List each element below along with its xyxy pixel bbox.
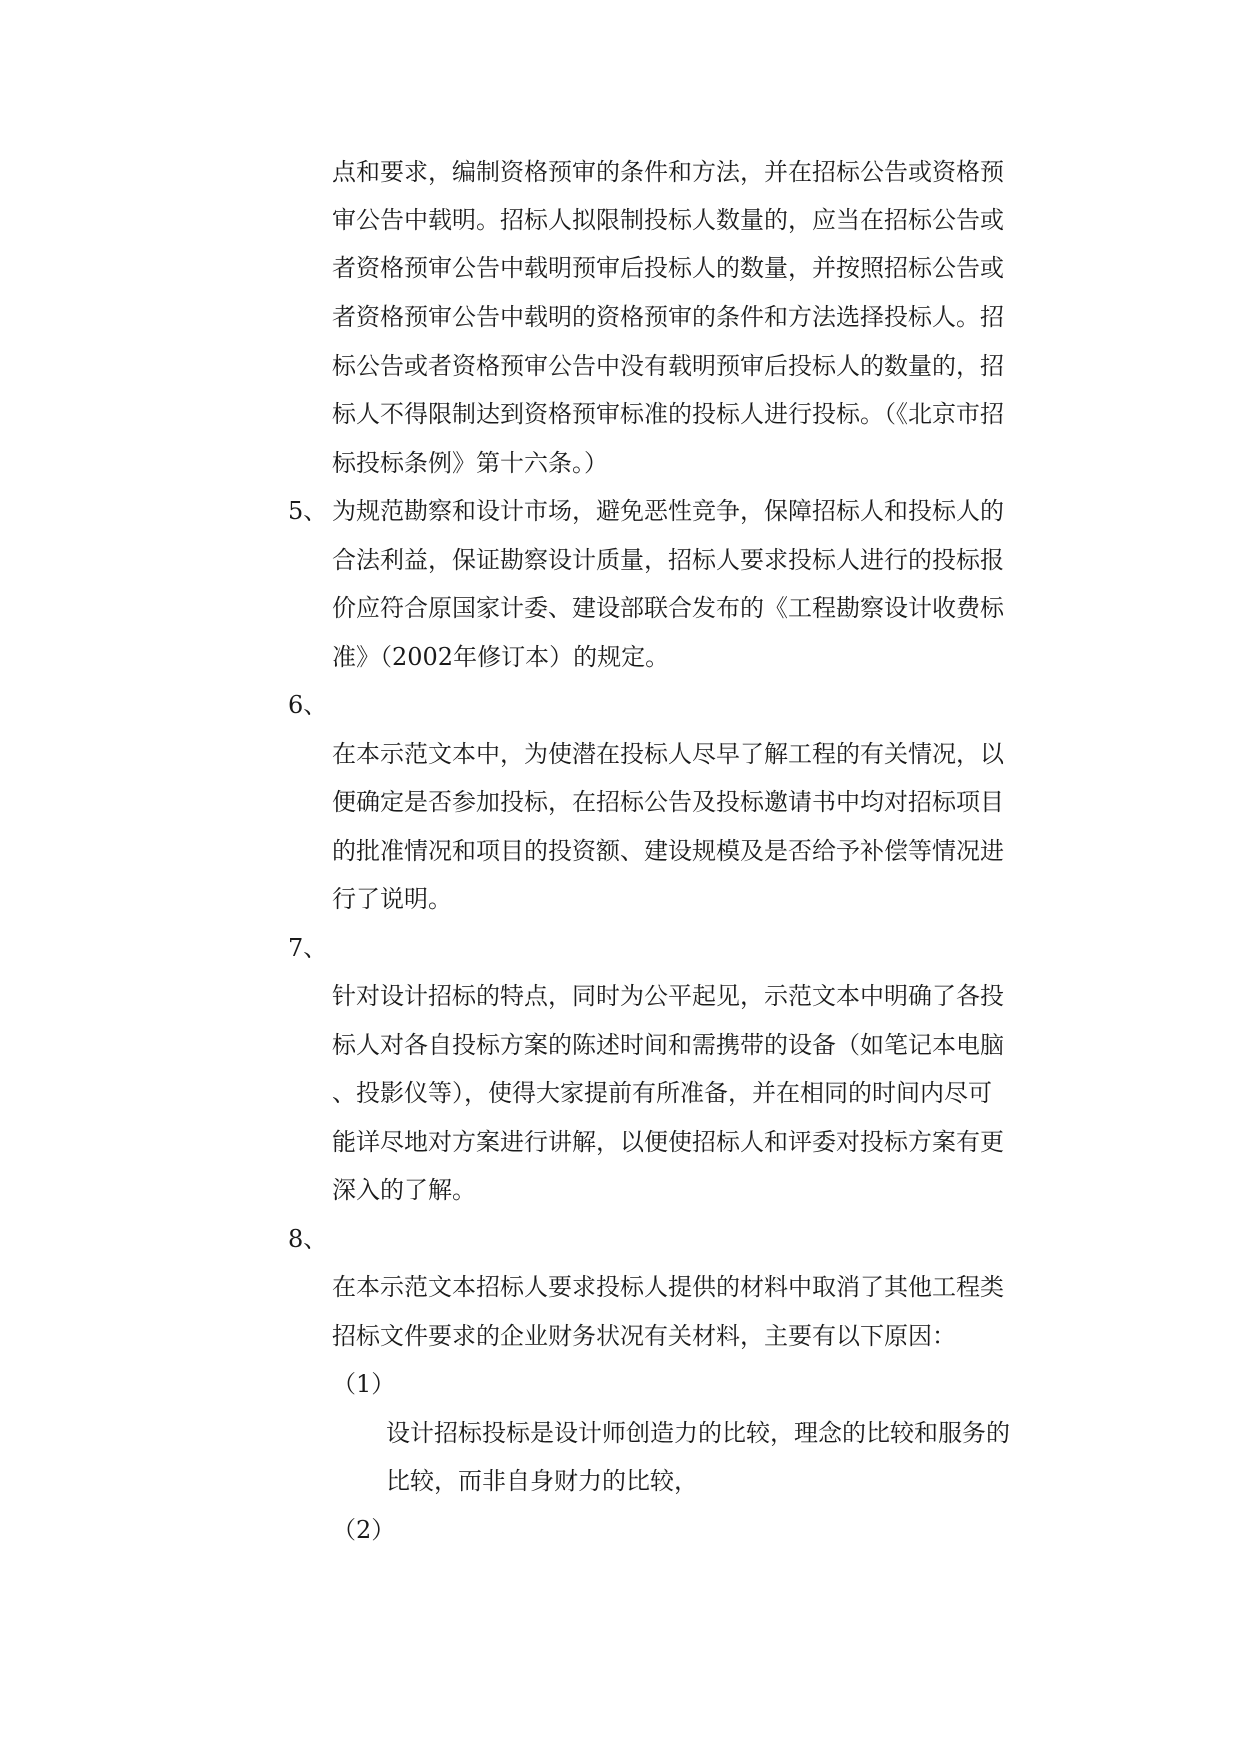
text-line: 者资格预审公告中载明的资格预审的条件和方法选择投标人。招 (332, 303, 1004, 331)
text-line: 比较，而非自身财力的比较， (386, 1467, 698, 1495)
text-line: 行了说明。 (332, 885, 452, 913)
text-line: 标投标条例》第十六条。） (332, 449, 608, 477)
text-line: 标人对各自投标方案的陈述时间和需携带的设备（如笔记本电脑 (332, 1031, 1004, 1059)
text-line: 能详尽地对方案进行讲解，以便使招标人和评委对投标方案有更 (332, 1128, 1004, 1156)
text-line: 者资格预审公告中载明预审后投标人的数量，并按照招标公告或 (332, 254, 1004, 282)
text-line: 针对设计招标的特点，同时为公平起见，示范文本中明确了各投 (332, 982, 1004, 1010)
item-number: 7、 (288, 934, 328, 962)
item-number: 6、 (288, 691, 328, 719)
item-number: 5、 (288, 497, 328, 525)
text-line: 在本示范文本中，为使潜在投标人尽早了解工程的有关情况，以 (332, 740, 1004, 768)
text-line: 便确定是否参加投标，在招标公告及投标邀请书中均对招标项目 (332, 788, 1004, 816)
text-line: 标公告或者资格预审公告中没有载明预审后投标人的数量的，招 (332, 352, 1004, 380)
text-line: 标人不得限制达到资格预审标准的投标人进行投标。（《北京市招 (332, 400, 1004, 428)
text-line: 为规范勘察和设计市场，避免恶性竞争，保障招标人和投标人的 (332, 497, 1004, 525)
item-number: 8、 (288, 1225, 328, 1253)
text-line: 深入的了解。 (332, 1176, 476, 1204)
text-line: 招标文件要求的企业财务状况有关材料，主要有以下原因： (332, 1322, 956, 1350)
text-line: 价应符合原国家计委、建设部联合发布的《工程勘察设计收费标 (332, 594, 1004, 622)
text-line: 审公告中载明。招标人拟限制投标人数量的，应当在招标公告或 (332, 206, 1004, 234)
text-line: 、投影仪等），使得大家提前有所准备，并在相同的时间内尽可 (332, 1079, 992, 1107)
text-line: 在本示范文本招标人要求投标人提供的材料中取消了其他工程类 (332, 1273, 1004, 1301)
text-line: 合法利益，保证勘察设计质量，招标人要求投标人进行的投标报 (332, 546, 1004, 574)
text-line: 点和要求，编制资格预审的条件和方法，并在招标公告或资格预 (332, 158, 1004, 186)
sub-item-marker: （2） (332, 1516, 396, 1544)
text-line: 准》（2002年修订本）的规定。 (332, 643, 670, 671)
sub-item-marker: （1） (332, 1370, 396, 1398)
text-line: 的批准情况和项目的投资额、建设规模及是否给予补偿等情况进 (332, 837, 1004, 865)
text-line: 设计招标投标是设计师创造力的比较，理念的比较和服务的 (386, 1419, 1010, 1447)
